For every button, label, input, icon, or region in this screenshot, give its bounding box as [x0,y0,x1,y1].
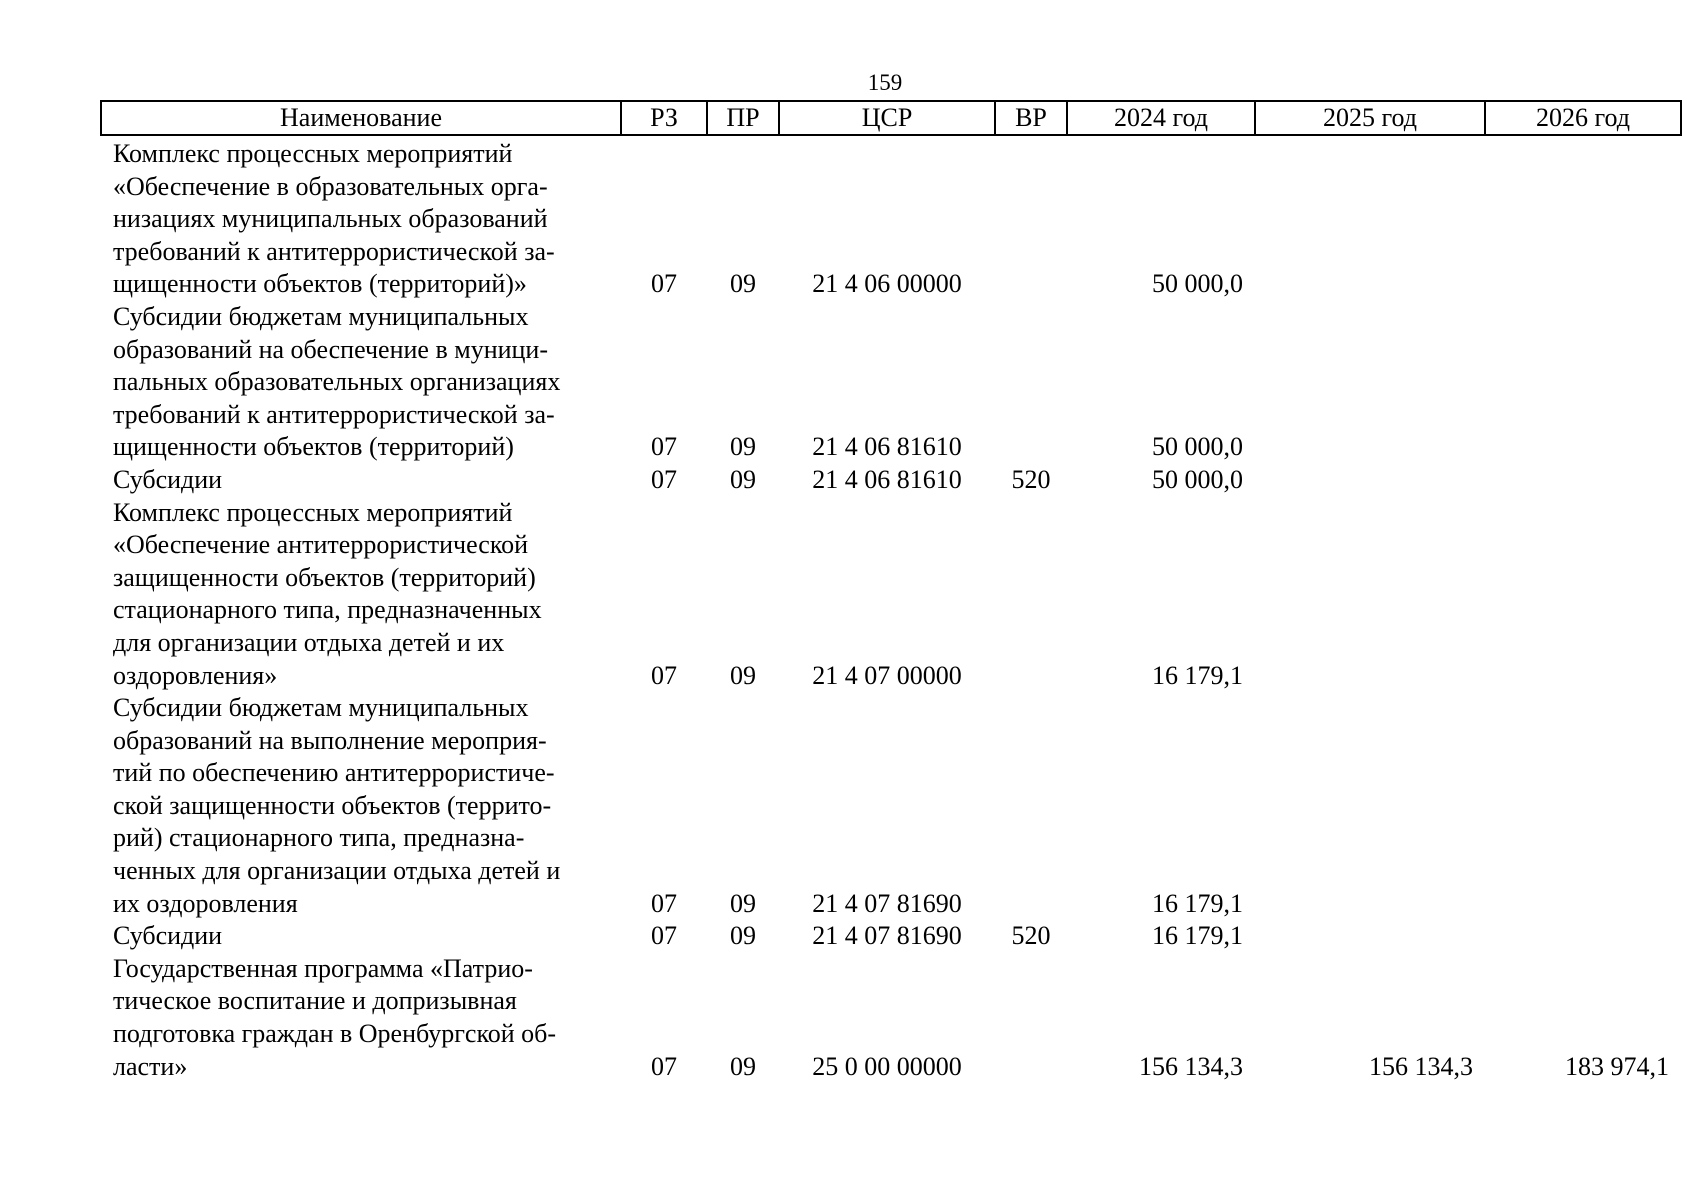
cell-pr: 09 [730,432,756,462]
cell-2024: 50 000,0 [1152,269,1243,299]
name-line: защищенности объектов (территорий) [113,562,536,592]
name-line: тическое воспитание и допризывная [113,986,517,1016]
cell-pr: 09 [730,269,756,299]
table-header [101,101,1681,135]
header-rz: РЗ [621,101,707,135]
header-2025: 2025 год [1255,101,1485,135]
cell-name [101,692,621,920]
name-line: подготовка граждан в Оренбургской об- [113,1019,557,1049]
name-line: для организации отдыха детей и их [113,627,505,657]
cell-vr [995,953,1067,1083]
cell-rz: 07 [651,464,677,494]
cell-2026 [1485,135,1681,301]
cell-rz: 07 [651,660,677,690]
name-line: требований к антитеррористической за- [113,236,555,266]
cell-2026: 183 974,1 [1565,1051,1669,1081]
cell-2024: 16 179,1 [1152,888,1243,918]
name-line: образований на обеспечение в муници- [113,334,549,364]
table-body [101,135,1681,1083]
name-line: требований к антитеррористической за- [113,399,555,429]
cell-name [101,301,621,464]
table-row [101,692,1681,920]
name-line: щищенности объектов (территорий)» [113,269,527,299]
cell-vr [995,301,1067,464]
cell-2026 [1485,920,1681,953]
name-line: их оздоровления [113,888,298,918]
cell-2026 [1485,497,1681,693]
table-row [101,497,1681,693]
name-line: Субсидии [113,464,223,494]
name-line: тий по обеспечению антитеррористиче- [113,758,555,788]
header-pr: ПР [707,101,779,135]
cell-2024: 16 179,1 [1152,660,1243,690]
cell-csr: 25 0 00 00000 [812,1051,962,1081]
cell-vr: 520 [1011,921,1051,951]
header-2024: 2024 год [1067,101,1255,135]
header-2026: 2026 год [1485,101,1681,135]
cell-2024: 156 134,3 [1139,1051,1243,1081]
cell-rz: 07 [651,1051,677,1081]
cell-csr: 21 4 06 81610 [812,464,962,494]
name-line: стационарного типа, предназначенных [113,595,542,625]
name-line: «Обеспечение антитеррористической [113,530,529,560]
name-line: оздоровления» [113,660,278,690]
cell-2025 [1255,135,1485,301]
page-number: 159 [867,70,903,95]
cell-2026 [1485,464,1681,497]
cell-rz: 07 [651,921,677,951]
cell-vr: 520 [1011,464,1051,494]
cell-2026 [1485,692,1681,920]
cell-csr: 21 4 06 00000 [812,269,962,299]
name-line: щищенности объектов (территорий) [113,432,514,462]
cell-name [101,464,621,497]
name-line: ской защищенности объектов (террито- [113,790,552,820]
budget-table [100,100,1682,1083]
name-line: «Обеспечение в образовательных орга- [113,171,548,201]
cell-pr: 09 [730,660,756,690]
name-line: образований на выполнение мероприя- [113,725,547,755]
cell-pr: 09 [730,464,756,494]
cell-rz: 07 [651,888,677,918]
cell-vr [995,497,1067,693]
name-line: ласти» [113,1051,188,1081]
name-line: ченных для организации отдыха детей и [113,856,561,886]
cell-pr: 09 [730,888,756,918]
header-name: Наименование [101,101,621,135]
cell-csr: 21 4 07 81690 [812,921,962,951]
cell-2025 [1255,464,1485,497]
cell-csr: 21 4 07 81690 [812,888,962,918]
cell-2024: 50 000,0 [1152,432,1243,462]
table-row [101,135,1681,301]
cell-2025 [1255,920,1485,953]
name-line: Комплекс процессных мероприятий [113,139,513,168]
header-csr: ЦСР [779,101,995,135]
name-line: рий) стационарного типа, предназна- [113,823,525,853]
header-row [101,101,1681,135]
name-line: Субсидии [113,921,223,951]
cell-pr: 09 [730,921,756,951]
cell-2025 [1255,301,1485,464]
name-line: Государственная программа «Патрио- [113,953,533,983]
table-row [101,953,1681,1083]
header-vr: ВР [995,101,1067,135]
cell-2025: 156 134,3 [1369,1051,1473,1081]
cell-2024: 16 179,1 [1152,921,1243,951]
cell-csr: 21 4 06 81610 [812,432,962,462]
name-line: низациях муниципальных образований [113,204,548,234]
table-row [101,464,1681,497]
cell-name [101,920,621,953]
table-row [101,920,1681,953]
cell-csr: 21 4 07 00000 [812,660,962,690]
cell-name [101,497,621,693]
name-line: пальных образовательных организациях [113,367,561,397]
cell-rz: 07 [651,432,677,462]
cell-name [101,953,621,1083]
cell-2025 [1255,692,1485,920]
name-line: Субсидии бюджетам муниципальных [113,693,529,723]
cell-2025 [1255,497,1485,693]
cell-2026 [1485,301,1681,464]
cell-rz: 07 [651,269,677,299]
table-row [101,301,1681,464]
cell-pr: 09 [730,1051,756,1081]
name-line: Комплекс процессных мероприятий [113,497,513,527]
cell-2024: 50 000,0 [1152,464,1243,494]
cell-vr [995,135,1067,301]
cell-vr [995,692,1067,920]
name-line: Субсидии бюджетам муниципальных [113,301,529,331]
cell-name [101,135,621,301]
